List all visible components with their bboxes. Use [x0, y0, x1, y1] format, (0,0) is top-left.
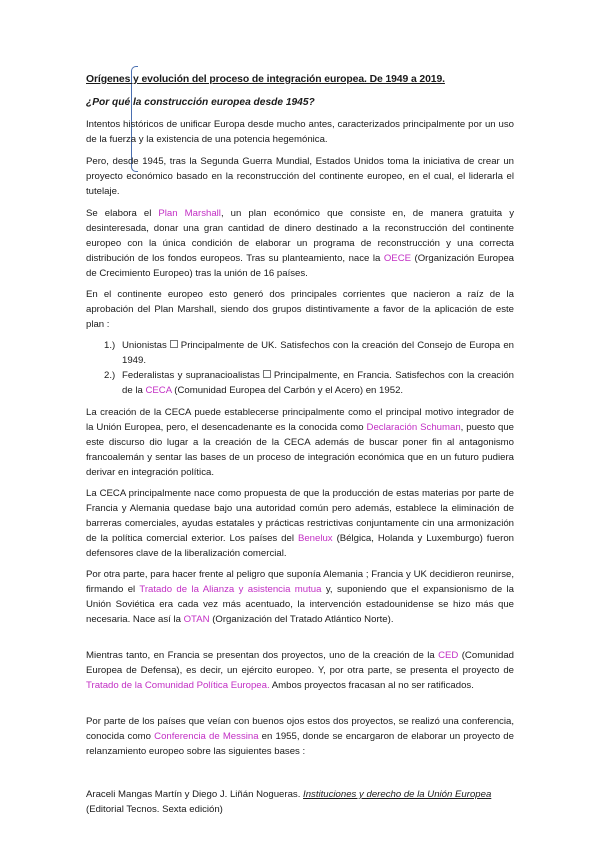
arrow-symbol-icon — [170, 340, 178, 348]
paragraph-1: Intentos históricos de unificar Europa desde mucho antes, caracterizados principalmente por un uso de la fuerza y la existencia de una potencia hegemónica. — [86, 119, 514, 145]
paragraph-5: La creación de la CECA puede establecerse principalmente como el principal motivo integrador de la Unión Europea, pero, el desencadenante es la conocida como Declaración Schuman, puesto que este discurso dio lugar a la creación de la CECA además de buscar poner fin al antagonismo francoalemán y sentar las bases de un proceso de integración económica que en un futuro pudiera derivar en integración política. — [86, 407, 514, 478]
document-title: Orígenes y evolución del proceso de integración europea. De 1949 a 2019. — [86, 74, 445, 85]
paragraph-3: Se elabora el Plan Marshall, un plan económico que consiste en, de manera gratuita y desinteresada, donar una gran cantidad de dinero destinado a la reconstrucción del continente europeo con la única condición de elaborar un programa de reconstrucción y una correcta distribución de los fondos europeos. Tras su planteamiento, nace la OECE (Organización Europea de Crecimiento Europeo) tras la unión de 16 países. — [86, 208, 515, 279]
list-item: 1.) Unionistas Principalmente de UK. Satisfechos con la creación del Consejo de Europa en 1949. — [104, 340, 514, 366]
paragraph-9: Por parte de los países que veían con buenos ojos estos dos proyectos, se realizó una conferencia, conocida como Conferencia de Messina en 1955, donde se encargaron de elaborar un proyecto de relanzamiento europeo sobre las siguientes bases : — [86, 716, 514, 757]
paragraph-7: Por otra parte, para hacer frente al peligro que suponía Alemania ; Francia y UK decidieron reunirse, firmando el Tratado de la Alianza y asistencia mutua y, suponiendo que el expansionismo de la Unión Soviética era cada vez más acentuado, la intervención estadounidense se hizo más que necesaria. Nace así la OTAN (Organización del Tratado Atlántico Norte). — [86, 569, 514, 625]
paragraph-2: Pero, desde 1945, tras la Segunda Guerra Mundial, Estados Unidos toma la iniciativa de crear un proyecto económico basado en la reconstrucción del continente europeo, en el cual, el liderarla el tutelaje. — [86, 156, 514, 197]
highlight-otan: OTAN — [183, 614, 210, 625]
highlight-benelux: Benelux — [297, 533, 333, 544]
highlight-tratado-alianza: Tratado de la Alianza y asistencia mutua — [139, 584, 322, 595]
highlight-ced: CED — [438, 650, 459, 661]
highlight-plan-marshall: Plan Marshall — [158, 208, 221, 219]
highlight-oece: OECE — [383, 253, 412, 264]
section-subtitle: ¿Por qué la construcción europea desde 1945? — [86, 97, 315, 108]
footer-reference: Araceli Mangas Martín y Diego J. Liñán Nogueras. Instituciones y derecho de la Unión Europea (Editorial Tecnos. Sexta edición) — [86, 789, 492, 815]
arrow-symbol-icon — [263, 370, 271, 378]
numbered-list — [104, 338, 514, 398]
highlight-ceca: CECA — [145, 385, 172, 396]
list-item: 2.) Federalistas y supranacioalistas Principalmente, en Francia. Satisfechos con la creación de la CECA (Comunidad Europea del Carbón y el Acero) en 1952. — [104, 370, 514, 396]
highlight-declaracion-schuman: Declaración Schuman — [366, 422, 461, 433]
highlight-tratado-comunidad-politica: Tratado de la Comunidad Política Europea. — [86, 680, 270, 691]
paragraph-8: Mientras tanto, en Francia se presentan dos proyectos, uno de la creación de la CED (Comunidad Europea de Defensa), es decir, un ejército europeo. Y, por otra parte, se presenta el proyecto de Tratado de la Comunidad Política Europea. Ambos proyectos fracasan al no ser ratificados. — [86, 650, 514, 691]
book-title: Instituciones y derecho de la Unión Europea — [303, 789, 492, 800]
paragraph-6: La CECA principalmente nace como propuesta de que la producción de estas materias por parte de Francia y Alemania quedase bajo una autoridad común pero además, establece la eliminación de barreras comerciales, ayudas estatales y prácticas restrictivas conjuntamente cin una armonización de la política comercial exterior. Los países del Benelux (Bélgica, Holanda y Luxemburgo) fueron defensores clave de la liberalización comercial. — [86, 488, 514, 559]
highlight-conferencia-messina: Conferencia de Messina — [154, 731, 259, 742]
paragraph-4: En el continente europeo esto generó dos principales corrientes que nacieron a raíz de la aprobación del Plan Marshall, siendo dos grupos distintivamente a favor de la aplicación de este plan : — [86, 289, 514, 330]
